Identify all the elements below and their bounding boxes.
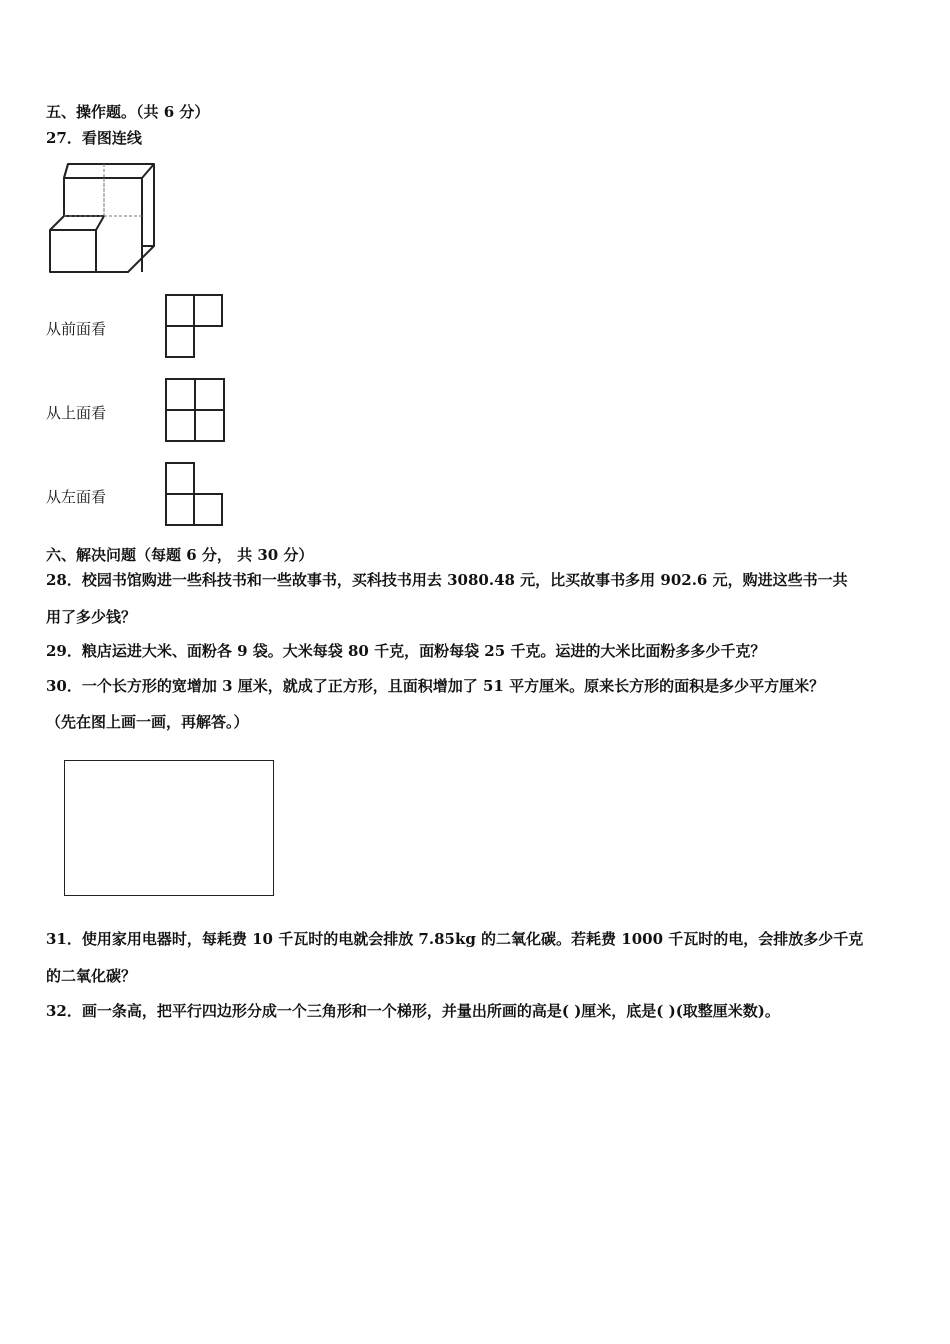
q28-line1: 28．校园书馆购进一些科技书和一些故事书，买科技书用去 3080.48 元，比买故事书多用 902.6 元，购进这些书一共	[46, 571, 848, 589]
view-label-front: 从前面看	[46, 320, 107, 338]
q30-line1: 30．一个长方形的宽增加 3 厘米，就成了正方形，且面积增加了 51 平方厘米。原来长方形的面积是多少平方厘米？	[46, 677, 825, 695]
view-label-left: 从左面看	[46, 488, 107, 506]
section6-heading: 六、解决问题（每题 6 分， 共 30 分）	[46, 546, 314, 564]
top-view-figure	[164, 377, 228, 443]
front-view-figure	[164, 293, 224, 359]
q31-line2: 的二氧化碳？	[46, 967, 137, 985]
q30-line2: （先在图上画一画，再解答。）	[46, 713, 249, 731]
q31-line1: 31．使用家用电器时，每耗费 10 千瓦时的电就会排放 7.85kg 的二氧化碳。若耗费 1000 千瓦时的电，会排放多少千克	[46, 930, 864, 948]
section5-heading: 五、操作题。（共 6 分）	[46, 103, 210, 121]
q30-rectangle-figure	[64, 760, 274, 896]
q28-line2: 用了多少钱？	[46, 608, 137, 626]
cube-figure	[46, 160, 158, 275]
q32-text: 32．画一条高，把平行四边形分成一个三角形和一个梯形，并量出所画的高是( )厘米，底是( )(取整厘米数)。	[46, 1002, 780, 1020]
q29-text: 29．粮店运进大米、面粉各 9 袋。大米每袋 80 千克，面粉每袋 25 千克。运进的大米比面粉多多少千克？	[46, 642, 766, 660]
view-label-top: 从上面看	[46, 404, 107, 422]
q27-title: 27．看图连线	[46, 129, 142, 147]
left-view-figure	[164, 461, 226, 527]
